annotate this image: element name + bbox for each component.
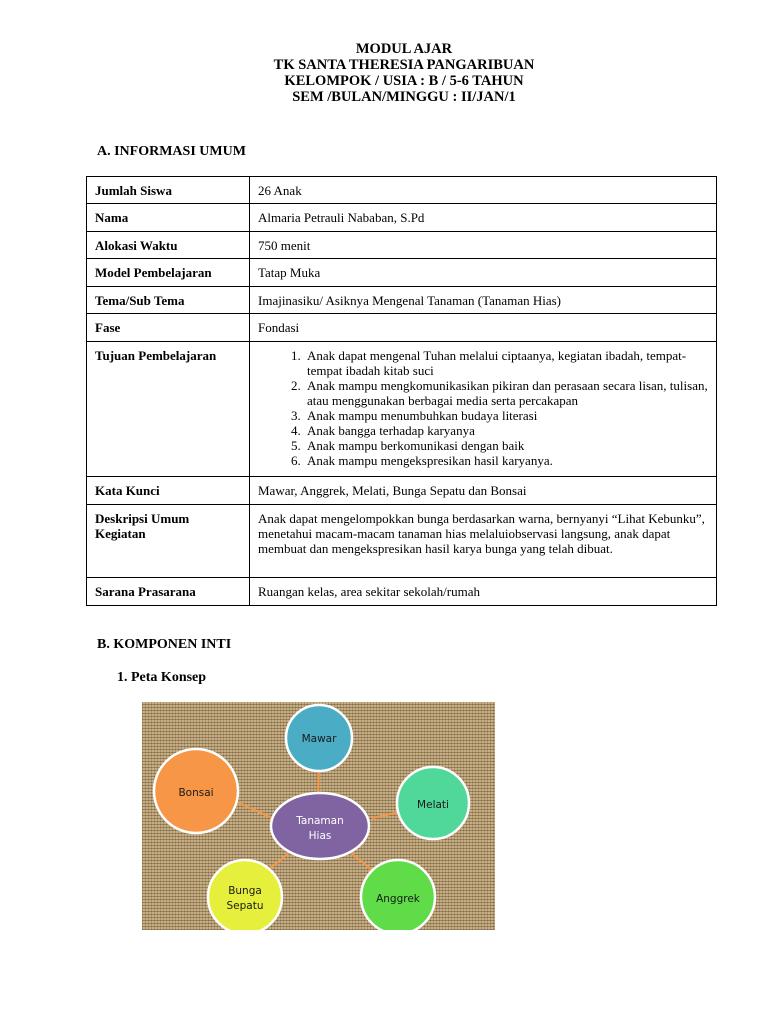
table-row: [87, 578, 717, 606]
connector-bunga-sepatu: [268, 852, 290, 870]
row-label: Tema/Sub Tema: [87, 287, 250, 314]
list-item: 2. Anak mampu mengkomunikasikan pikiran dan perasaan secara lisan, tulisan, atau menggunakan berbagai media serta percakapan: [304, 378, 709, 408]
node-mawar: [286, 705, 352, 771]
row-label: Fase: [87, 314, 250, 342]
list-item: 1. Anak dapat mengenal Tuhan melalui ciptaanya, kegiatan ibadah, tempat-tempat ibadah kitab suci: [304, 348, 709, 378]
node-melati: [397, 767, 469, 839]
table-row: [87, 259, 717, 287]
node-center-label-1: Tanaman: [296, 815, 344, 827]
row-label: Alokasi Waktu: [87, 232, 250, 259]
list-item: 6. Anak mampu mengekspresikan hasil karyanya.: [304, 453, 709, 468]
node-bunga-sepatu-label-2: Sepatu: [226, 900, 264, 912]
row-value: Imajinasiku/ Asiknya Mengenal Tanaman (Tanaman Hias): [250, 287, 717, 314]
node-bonsai: [154, 749, 238, 833]
table-row: [87, 177, 717, 204]
table-row: [87, 314, 717, 342]
table-row: [87, 232, 717, 259]
concept-map: [142, 702, 495, 930]
row-value: [250, 342, 717, 477]
table-row: [87, 505, 717, 578]
node-center: [271, 793, 369, 859]
node-bunga-sepatu: [208, 860, 282, 930]
node-anggrek: [361, 860, 435, 930]
row-label: Nama: [87, 204, 250, 232]
concept-map-heading: 1. Peta Konsep: [117, 670, 207, 685]
row-label: Deskripsi Umum Kegiatan: [87, 505, 250, 578]
node-bunga-sepatu-label-1: Bunga: [228, 885, 262, 897]
table-row: [87, 477, 717, 505]
node-anggrek-label: Anggrek: [376, 893, 420, 905]
row-label: Tujuan Pembelajaran: [87, 342, 250, 477]
table-row: [87, 204, 717, 232]
header-group: KELOMPOK / USIA : B / 5-6 TAHUN: [284, 73, 524, 89]
node-bonsai-label: Bonsai: [178, 787, 214, 799]
section-b-title: B. KOMPONEN INTI: [97, 637, 232, 652]
node-mawar-label: Mawar: [301, 733, 337, 745]
row-label: Sarana Prasarana: [87, 578, 250, 606]
row-label: Model Pembelajaran: [87, 259, 250, 287]
document-header: [0, 41, 768, 105]
row-value: 26 Anak: [250, 177, 717, 204]
list-item: 5. Anak mampu berkomunikasi dengan baik: [304, 438, 709, 453]
row-value: 750 menit: [250, 232, 717, 259]
section-a-title: A. INFORMASI UMUM: [97, 144, 246, 159]
goals-list: [258, 348, 709, 468]
header-title: MODUL AJAR: [355, 41, 453, 57]
list-item: 4. Anak bangga terhadap karyanya: [304, 423, 709, 438]
row-value: Mawar, Anggrek, Melati, Bunga Sepatu dan Bonsai: [250, 477, 717, 505]
connector-melati: [372, 812, 400, 818]
concept-map-diagram: [142, 702, 495, 930]
table-row: [87, 287, 717, 314]
header-period: SEM /BULAN/MINGGU : II/JAN/1: [292, 89, 516, 105]
row-label: Kata Kunci: [87, 477, 250, 505]
row-value: Ruangan kelas, area sekitar sekolah/rumah: [250, 578, 717, 606]
connector-bonsai: [237, 802, 272, 818]
list-item: 3. Anak mampu menumbuhkan budaya literasi: [304, 408, 709, 423]
row-value: Almaria Petrauli Nababan, S.Pd: [250, 204, 717, 232]
info-table: [86, 176, 717, 606]
row-value: Anak dapat mengelompokkan bunga berdasarkan warna, bernyanyi “Lihat Kebunku”, menetahui macam-macam tanaman hias melaluiobservasi langsung, anak dapat membuat dan mengekspresikan hasil karya bunga yang telah dibuat.: [250, 505, 717, 578]
row-label: Jumlah Siswa: [87, 177, 250, 204]
connector-anggrek: [350, 852, 372, 870]
node-center-label-2: Hias: [308, 830, 332, 842]
table-row: [87, 342, 717, 477]
row-value: Tatap Muka: [250, 259, 717, 287]
row-value: Fondasi: [250, 314, 717, 342]
header-school: TK SANTA THERESIA PANGARIBUAN: [273, 57, 535, 73]
node-melati-label: Melati: [417, 799, 449, 811]
